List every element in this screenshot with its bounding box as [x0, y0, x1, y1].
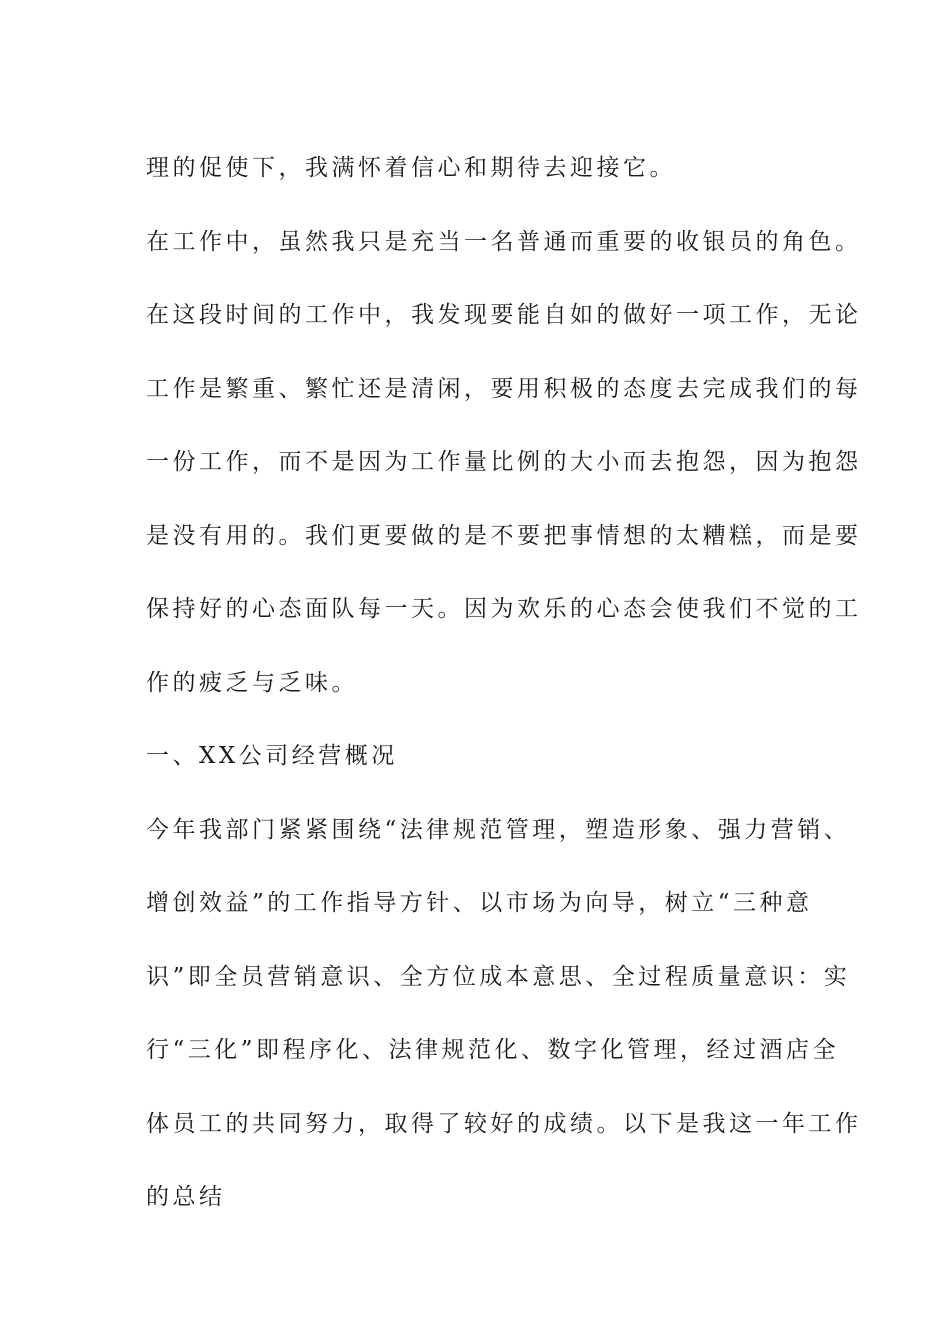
text-line: 在工作中，虽然我只是充当一名普通而重要的收银员的角色。: [146, 228, 862, 255]
text-line: 一份工作，而不是因为工作量比例的大小而去抱怨，因为抱怨: [146, 449, 862, 475]
text-line: 作的疲乏与乏味。: [146, 669, 358, 696]
text-line: 增创效益”的工作指导方针、以市场为向导，树立“三种意: [146, 890, 813, 916]
text-line: 保持好的心态面队每一天。因为欢乐的心态会使我们不觉的工: [146, 596, 862, 622]
section-heading: 一、XX公司经营概况: [146, 743, 398, 769]
text-line: 体员工的共同努力，取得了较好的成绩。以下是我这一年工作: [146, 1110, 862, 1137]
text-line: 行“三化”即程序化、法律规范化、数字化管理，经过酒店全: [146, 1037, 840, 1063]
text-line: 识”即全员营销意识、全方位成本意思、全过程质量意识：实: [146, 963, 851, 990]
text-line: 理的促使下，我满怀着信心和期待去迎接它。: [146, 155, 676, 181]
text-line: 的总结: [146, 1184, 226, 1210]
text-line: 今年我部门紧紧围绕“法律规范管理，塑造形象、强力营销、: [146, 816, 851, 843]
text-line: 是没有用的。我们更要做的是不要把事情想的太糟糕，而是要: [146, 522, 862, 549]
body-text: [146, 132, 862, 1235]
text-line: 在这段时间的工作中，我发现要能自如的做好一项工作，无论: [146, 302, 862, 328]
text-line: 工作是繁重、繁忙还是清闲，要用积极的态度去完成我们的每: [146, 375, 862, 402]
